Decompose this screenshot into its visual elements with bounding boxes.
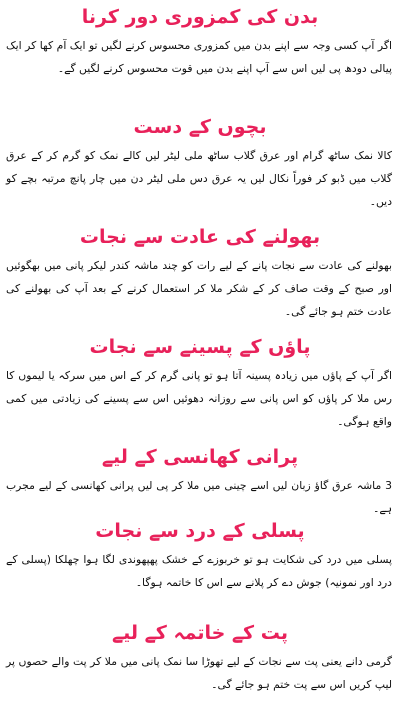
section-weakness: [0, 4, 400, 80]
section-prickly-heat: [0, 620, 400, 696]
section-text: اگر آپ کے پاؤں میں زیادہ پسینہ آتا ہو تو پانی گرم کر کے اس میں سرکہ یا لیموں کا رس ملا کر پاؤں کو اس پانی سے روزانہ دھوئیں اس سے پسینے کی زیادتی میں کمی واقع ہوگی۔: [6, 369, 392, 428]
section-heading: پرانی کھانسی کے لیے: [101, 446, 299, 468]
section-text: بھولنے کی عادت سے نجات پانے کے لیے رات کو چند ماشہ کندر لیکر پانی میں بھگوئیں اور صبح کے وقت صاف کر کے شکر ملا کر استعمال کرنے کے بعد آپ کی بھولنے کی عادت ختم ہو جائے گی۔: [6, 259, 392, 318]
section-text: اگر آپ کسی وجہ سے اپنے بدن میں کمزوری محسوس کرنے لگیں تو ایک آم کھا کر ایک پیالی دودھ پی لیں اس سے آپ اپنے بدن میں قوت محسوس کرنے لگیں گے۔: [6, 39, 392, 75]
section-heading: بھولنے کی عادت سے نجات: [79, 226, 321, 248]
section-text: پسلی میں درد کی شکایت ہو تو خربوزے کے خشک پھپھوندی لگا ہوا چھلکا (پسلی کے درد اور نمونیہ) جوش دے کر پلانے سے اس کا خاتمہ ہوگا۔: [6, 553, 392, 589]
section-heading: پسلی کے درد سے نجات: [95, 520, 305, 542]
section-old-cough: [0, 444, 400, 520]
section-child-diarrhea: [0, 114, 400, 213]
section-text: گرمی دانے یعنی پت سے نجات کے لیے تھوڑا سا نمک پانی میں ملا کر پت والے حصوں پر لیپ کریں اس سے پت ختم ہو جائے گی۔: [6, 655, 392, 691]
section-heading: بدن کی کمزوری دور کرنا: [81, 6, 319, 28]
section-text: کالا نمک ساٹھ گرام اور عرق گلاب ساٹھ ملی لیٹر لیں کالے نمک کو گرم کر کے عرق گلاب میں ڈبو کر فوراً نکال لیں یہ عرق دس ملی لیٹر دن میں چار پانچ مرتبہ بچے کو دیں۔: [6, 149, 392, 208]
section-heading: بچوں کے دست: [133, 116, 267, 138]
section-forgetfulness: [0, 224, 400, 323]
section-heading: پت کے خاتمہ کے لیے: [112, 622, 288, 644]
section-foot-sweat: [0, 334, 400, 433]
section-rib-pain: [0, 518, 400, 594]
section-text: 3 ماشہ عرق گاؤ زبان لیں اسے چینی میں ملا کر پی لیں پرانی کھانسی کے لیے مجرب ہے۔: [6, 479, 392, 515]
section-heading: پاؤں کے پسینے سے نجات: [89, 336, 311, 358]
